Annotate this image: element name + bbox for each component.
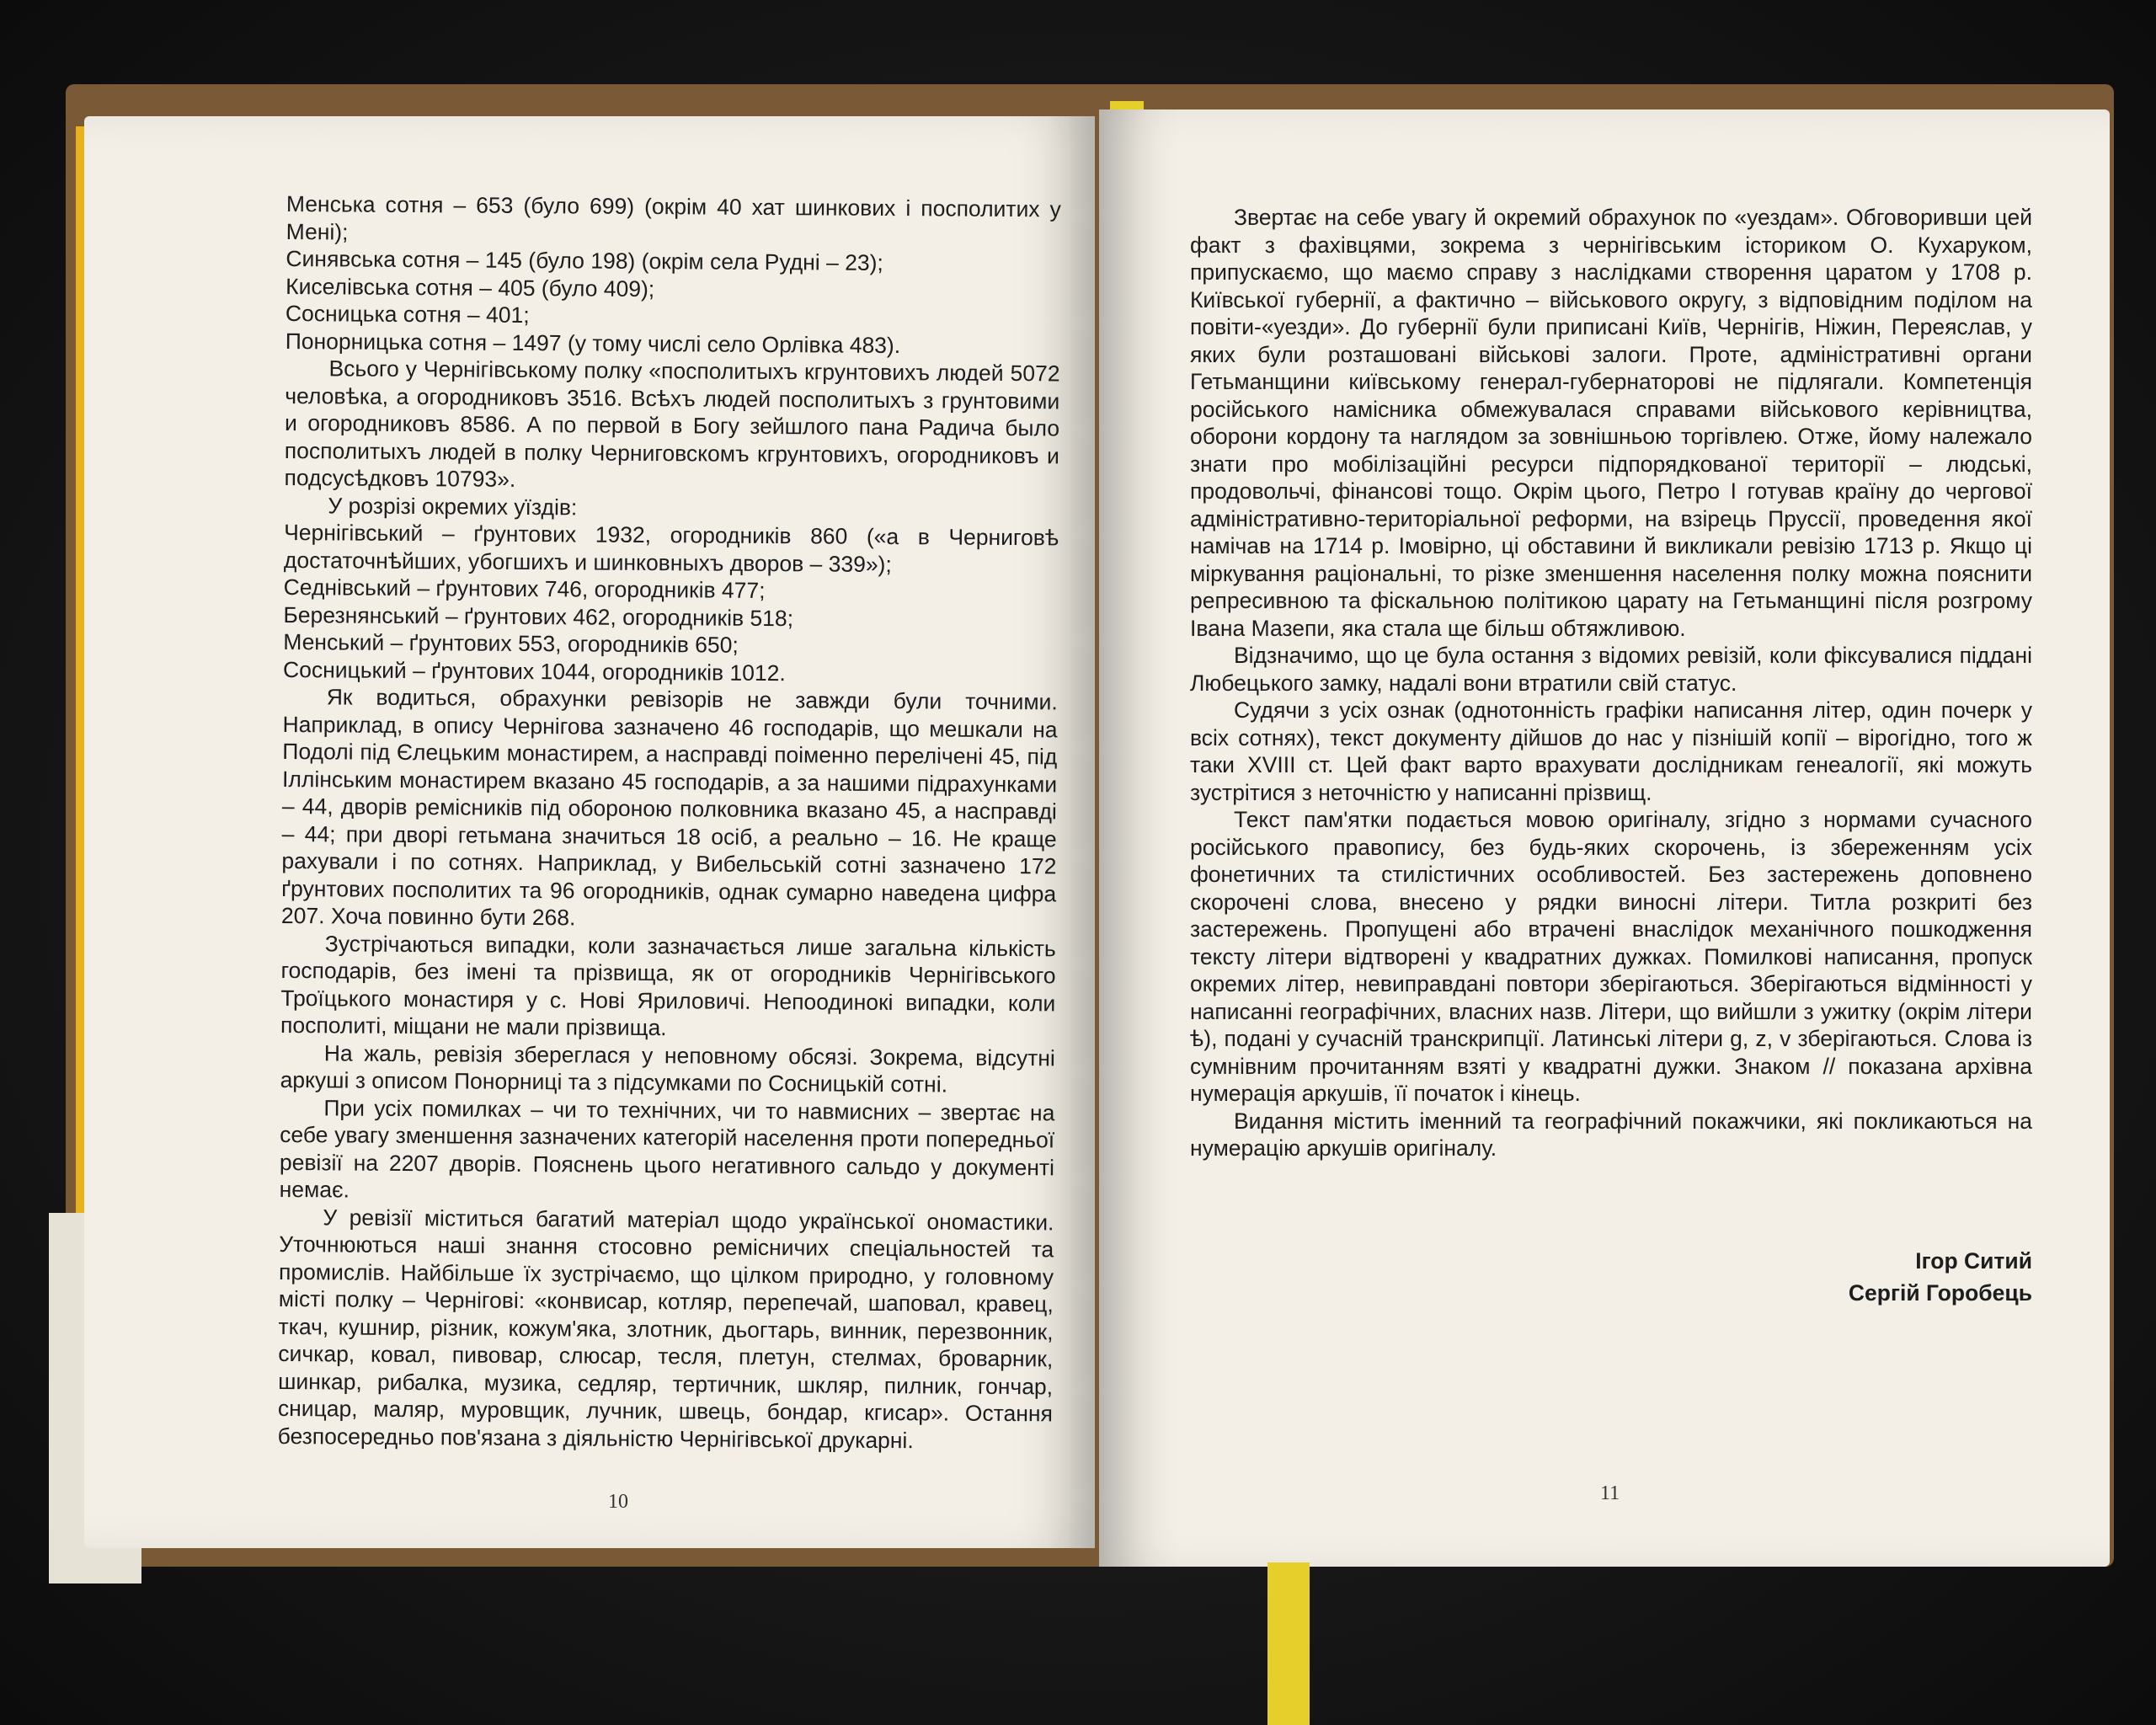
left-paragraph: Всього у Чернігівському полку «посполитыхъ кгрунтовихъ людей 5072 человѣка, а огородниковъ 3516. Всѣхъ людей посполитыхъ з грунтовими и огородниковъ 8586. А по первой в Богу зейшлого пана Радича было посполитыхъ людей в полку Черниговскомъ кгрунтовихъ, огородниковъ и подсусѣдковъ 10793». <box>284 355 1060 492</box>
page-number-right: 11 <box>1600 1482 1620 1504</box>
right-page-text <box>1190 204 2032 1162</box>
left-paragraph: Березнянський – ґрунтових 462, огородників 518; <box>283 601 794 631</box>
left-paragraph: Седнівський – ґрунтових 746, огородників 477; <box>283 574 766 603</box>
left-paragraph: Менський – ґрунтових 553, огородників 650; <box>283 628 739 658</box>
left-paragraph: Сосницький – ґрунтових 1044, огородників 1012. <box>282 656 786 686</box>
left-paragraph: Зустрічаються випадки, коли зазначається лише загальна кількість господарів, без імені та прізвища, як от огородників Чернігівського Троїцького монастиря у с. Нові Яриловичі. Непоодинокі випадки, коли посполиті, міщани не мали прізвища. <box>280 930 1056 1041</box>
right-paragraph: Відзначимо, що це була остання з відомих ревізій, коли фіксувалися піддані Любецького замку, надалі вони втратили свій статус. <box>1190 643 2032 696</box>
left-paragraph: Сосницька сотня – 401; <box>285 300 530 328</box>
right-paragraph: Судячи з усіх ознак (однотонність графіки написання літер, один почерк у всіх сотнях), текст документу дійшов до нас у пізнішій копії – вірогідно, того ж таки XVIII ст. Цей факт варто врахувати дослідникам генеалогії, які можуть зустрітися з неточністю у написанні прізвищ. <box>1190 697 2032 805</box>
left-paragraph: При усіх помилках – чи то технічних, чи то навмисних – звертає на себе увагу зменшення зазначених категорій населення проти попередньої ревізії на 2207 дворів. Пояснень цього негативного сальдо у документі немає. <box>279 1094 1055 1203</box>
left-paragraph: У ревізії міститься багатий матеріал щодо української ономастики. Уточнюються наші знання стосовно ремісничих спеціальностей та промислів. Найбільше їх зустрічаємо, що цілком природно, у головному місті полку – Чернігові: «конвисар, котляр, перепечай, шаповал, кравец, ткач, кушнир, різник, кожум'яка, злотник, дьогтарь, винник, перезвонник, сичкар, ковал, пивовар, слюсар, тесля, плетун, стелмах, броварник, шинкар, рибалка, музика, седляр, тертичник, шкляр, пилник, гончар, сницар, маляр, муровщик, лучник, швець, бондар, кгисар». Остання безпосередньо пов'язана з діяльністю Чернігівської друкарні. <box>277 1204 1054 1453</box>
left-paragraph: На жаль, ревізія збереглася у неповному обсязі. Зокрема, відсутні аркуші з описом Понорниці та з підсумками по Сосницькій сотні. <box>280 1039 1055 1097</box>
left-page-text <box>278 190 1061 1455</box>
right-paragraph: Текст пам'ятки подається мовою оригіналу, згідно з нормами сучасного російського правопису, без будь-яких скорочень, із збереженням усіх фонетичних та стилістичних особливостей. Без застережень доповнено скорочені слова, внесено у рядки виносні літери. Титла розкриті без застережень. Пропущені або втрачені внаслідок механічного пошкодження тексту літери відтворені у квадратних дужках. Помилкові написання, пропуск окремих літер, невиправдані повтори зберігаються. Зберігаються відмінності у написанні географічних, власних назв. Літери, що вийшли з ужитку (окрім літери ѣ), подані у сучасній транскрипції. Латинські літери g, z, v зберігаються. Слова із сумнівним прочитанням взяті у квадратні дужки. Знаком // показана архівна нумерація аркушів, її початок і кінець. <box>1190 807 2032 1106</box>
page-number-left: 10 <box>608 1491 628 1513</box>
right-paragraph: Звертає на себе увагу й окремий обрахунок по «уездам». Обговоривши цей факт з фахівцями, зокрема з чернігівським істориком О. Кухаруком, припускаємо, що маємо справу з наслідками створення царатом у 1708 р. Київської губернії, а фактично – військового округу, з відповідним поділом на повіти-«уезди». До губернії були приписані Київ, Чернігів, Ніжин, Переяслав, у яких були розташовані військові залоги. Проте, адміністративні органи Гетьманщини київському генерал-губернаторові не підлягали. Компетенція російського намісника обмежувалася справами військового керівництва, оборони кордону та наглядом за зовнішньою торгівлею. Отже, йому належало знати про мобілізаційні ресурси підпорядкованої території – людські, продовольчі, фінансові тощо. Окрім цього, Петро І готував країну до чергової адміністративно-територіальної реформи, на взірець Пруссії, проведення якої намічав на 1714 р. Імовірно, ці обставини й викликали ревізію 1713 р. Якщо ці міркування раціональні, то різке зменшення населення полку можна пояснити репресивною та фіскальною політикою царату на Гетьманщині після розгрому Івана Мазепи, яка стала ще більш обтяжливою. <box>1190 205 2032 641</box>
right-paragraph: Видання містить іменний та географічний покажчики, які покликаються на нумерацію аркушів оригіналу. <box>1190 1108 2032 1161</box>
author-name: Сергій Горобець <box>1848 1280 2032 1306</box>
left-paragraph: Понорницька сотня – 1497 (у тому числі село Орлівка 483). <box>285 328 901 358</box>
left-page <box>84 116 1095 1548</box>
left-paragraph: У розрізі окремих уїздів: <box>328 492 578 520</box>
left-paragraph: Менська сотня – 653 (було 699) (окрім 40 хат шинкових і посполитих у Мені); <box>286 190 1061 245</box>
left-paragraph: Киселівська сотня – 405 (було 409); <box>286 273 655 302</box>
left-paragraph: Синявська сотня – 145 (було 198) (окрім села Рудні – 23); <box>286 245 883 275</box>
right-page <box>1099 109 2110 1567</box>
bookmark-ribbon <box>1267 1562 1310 1725</box>
author-signatures <box>1849 1245 2032 1309</box>
author-name: Ігор Ситий <box>1915 1248 2032 1274</box>
left-paragraph: Як водиться, обрахунки ревізорів не завжди були точними. Наприклад, в опису Чернігова зазначено 46 господарів, що мешкали на Подолі під Єлецьким монастирем, а насправді поіменно перелічені 45, під Іллінським монастирем вказано 45 господарів, а за нашими підрахунками – 44, дворів ремісників під обороною полковника вказано 45, а насправді – 44; при дворі гетьмана значиться 18 осіб, а реально – 16. Не краще рахували і по сотнях. Наприклад, у Вибельській сотні зазначено 172 ґрунтових посполитих та 96 огородників, однак сумарно наведена цифра 207. Хоча повинно бути 268. <box>280 684 1058 931</box>
left-paragraph: Чернігівський – ґрунтових 1932, огородників 860 («а в Черниговѣ достаточнѣйших, убогшихъ и шинковныхъ дворов – 339»); <box>283 519 1059 577</box>
